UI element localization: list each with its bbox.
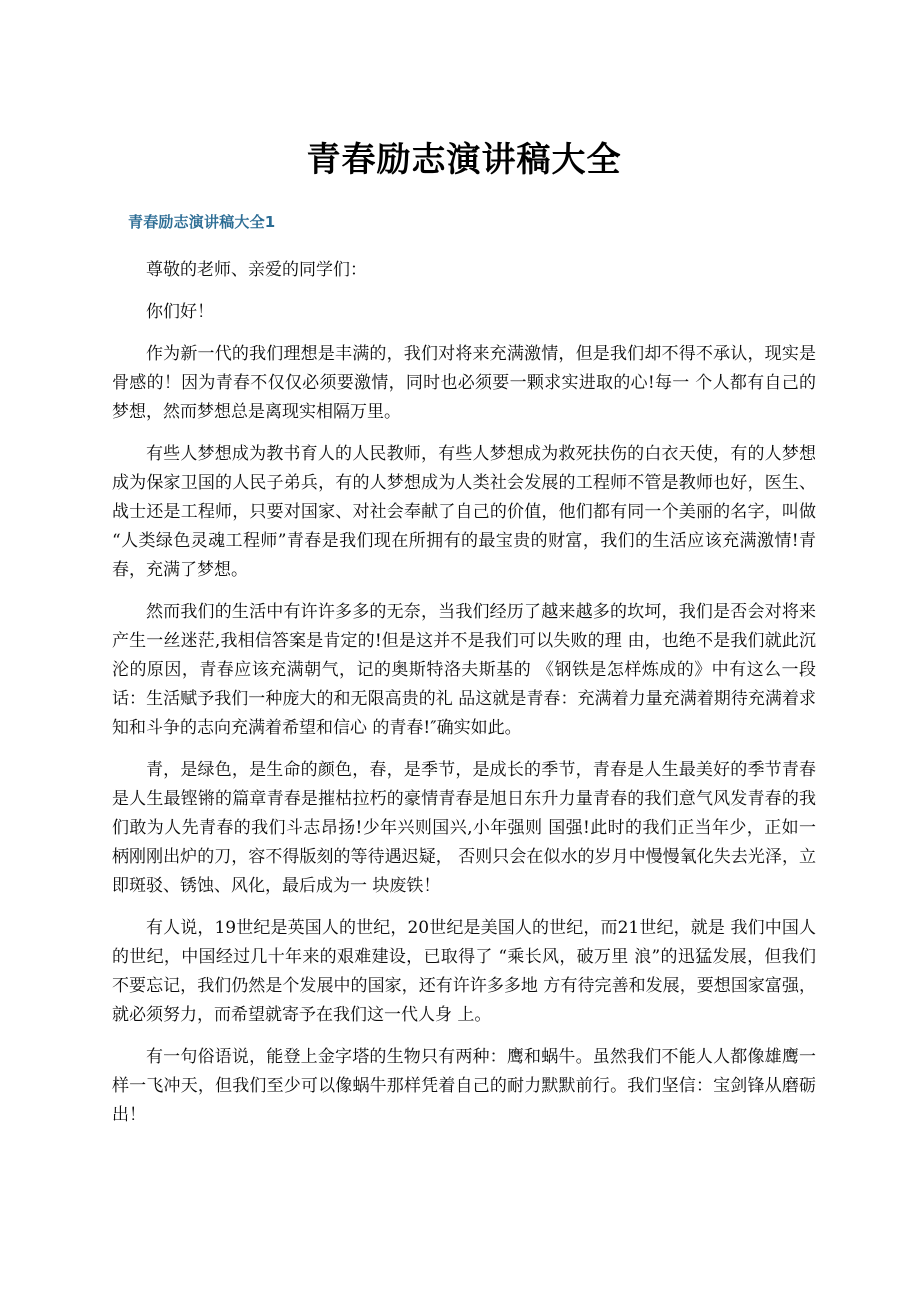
paragraph-7: 有人说，19世纪是英国人的世纪，20世纪是美国人的世纪，而21世纪，就是 我们中国人的世纪，中国经过几十年来的艰难建设，已取得了 “乘长风，破万里 浪”的迅猛发展，但我们不要忘记，我们仍然是个发展中的国家，还有许许多多地 方有待完善和发展，要想国家富强，就必须努力，而希望就寄予在我们这一代人身 上。 xyxy=(112,918,816,1025)
paragraph-6: 青，是绿色，是生命的颜色，春，是季节，是成长的季节，青春是人生最美好的季节青春是人生最铿锵的篇章青春是摧枯拉朽的豪情青春是旭日东升力量青春的我们意气风发青春的我们敢为人先青春的我们斗志昂扬!少年兴则国兴,小年强则 国强!此时的我们正当年少，正如一柄刚刚出炉的刀，容不得版刻的等待遇迟疑， 否则只会在似水的岁月中慢慢氧化失去光泽，立即斑驳、锈蚀、风化，最后成为一 块废铁！ xyxy=(112,760,816,896)
paragraph-8: 有一句俗语说，能登上金字塔的生物只有两种：鹰和蜗牛。虽然我们不能人人都像雄鹰一样一飞冲天，但我们至少可以像蜗牛那样凭着自己的耐力默默前行。我们坚信：宝剑锋从磨砺出！ xyxy=(112,1047,816,1125)
paragraph-5: 然而我们的生活中有许许多多的无奈，当我们经历了越来越多的坎坷，我们是否会对将来产生一丝迷茫,我相信答案是肯定的!但是这并不是我们可以失败的理 由，也绝不是我们就此沉沦的原因，青春应该充满朝气，记的奥斯特洛夫斯基的 《钢铁是怎样炼成的》中有这么一段话：生活赋予我们一种庞大的和无限高贵的礼 品这就是青春：充满着力量充满着期待充满着求知和斗争的志向充满着希望和信心 的青春!″确实如此。 xyxy=(112,602,816,738)
document-body xyxy=(112,233,816,1130)
section-heading: 青春励志演讲稿大全1 xyxy=(128,213,276,231)
page-bottom-margin xyxy=(112,1130,816,1250)
paragraph-greeting: 你们好！ xyxy=(146,302,214,322)
page-title: 青春励志演讲稿大全 xyxy=(306,140,622,180)
paragraph-salutation: 尊敬的老师、亲爱的同学们： xyxy=(146,260,367,280)
paragraph-4: 有些人梦想成为教书育人的人民教师，有些人梦想成为救死扶伤的白衣天使，有的人梦想成为保家卫国的人民子弟兵，有的人梦想成为人类社会发展的工程师不管是教师也好，医生、战士还是工程师，只要对国家、对社会奉献了自己的价值，他们都有同一个美丽的名字，叫做“人类绿色灵魂工程师”青春是我们现在所拥有的最宝贵的财富，我们的生活应该充满激情!青春，充满了梦想。 xyxy=(112,444,816,580)
paragraph-3: 作为新一代的我们理想是丰满的，我们对将来充满激情，但是我们却不得不承认，现实是骨感的！因为青春不仅仅必须要激情，同时也必须要一颗求实进取的心!每一 个人都有自己的梦想，然而梦想总是离现实相隔万里。 xyxy=(112,344,816,422)
